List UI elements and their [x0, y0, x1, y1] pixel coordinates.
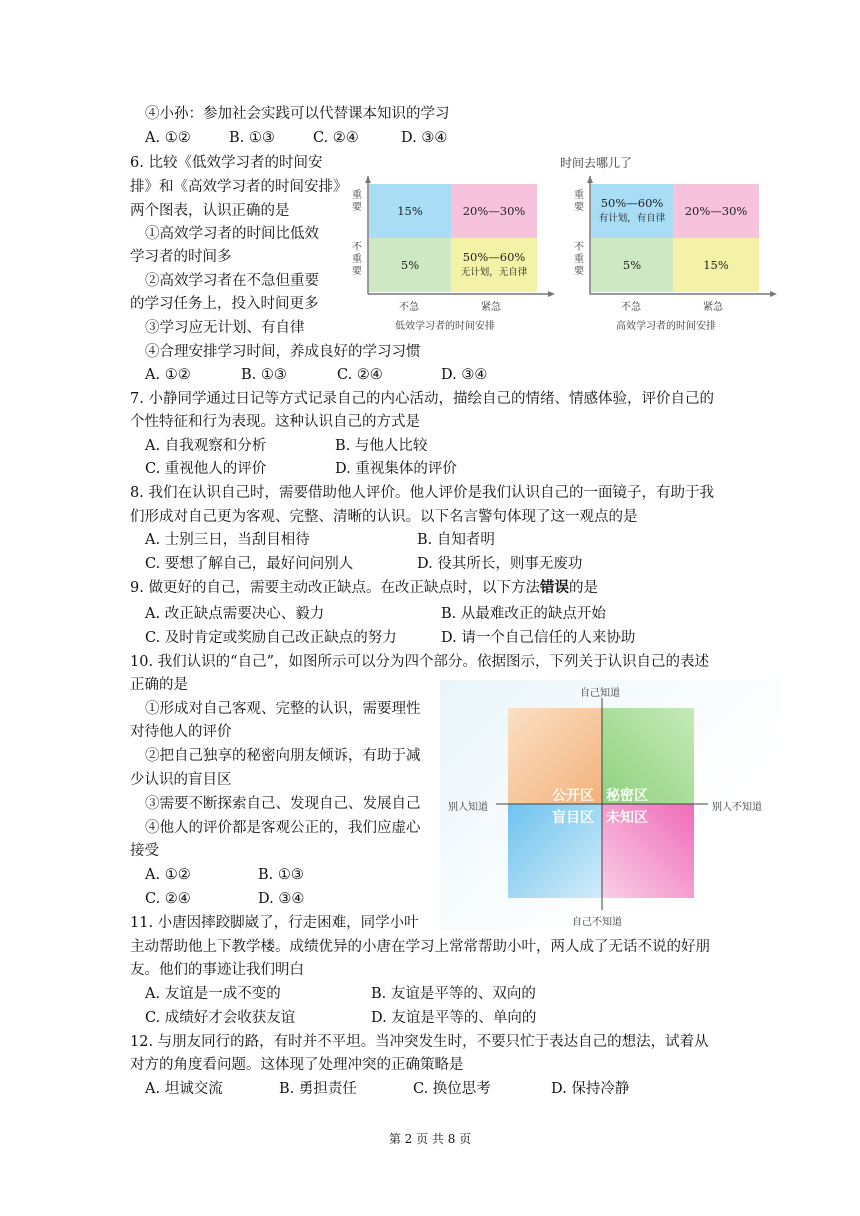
option-a[interactable]: A. 自我观察和分析 — [145, 438, 267, 454]
option-c[interactable]: C. 换位思考 — [413, 1081, 491, 1097]
johari-window-diagram — [440, 680, 780, 930]
option-d[interactable]: D. ③④ — [258, 891, 305, 907]
option-c[interactable]: C. 要想了解自己，最好问问别人 — [145, 556, 354, 572]
option-a[interactable]: A. 友谊是一成不变的 — [145, 986, 281, 1002]
q10-statement-2a: ②把自己独享的秘密向朋友倾诉，有助于减 — [145, 748, 421, 764]
q5-statement-4: ④小孙：参加社会实践可以代替课本知识的学习 — [145, 106, 450, 122]
axis-not-urgent-label: 不急 — [621, 302, 641, 313]
option-b[interactable]: B. 自知者明 — [417, 532, 495, 548]
option-b[interactable]: B. ①③ — [258, 867, 304, 883]
option-a[interactable]: A. 坦诚交流 — [145, 1081, 223, 1097]
q6-options — [145, 365, 487, 385]
high-chart-caption: 高效学习者的时间安排 — [616, 321, 716, 332]
self-not-know-label: 自己不知道 — [572, 917, 622, 928]
option-a[interactable]: A. 士别三日，当刮目相待 — [145, 532, 310, 548]
option-b[interactable]: B. 从最难改正的缺点开始 — [441, 606, 606, 622]
q11-options-row1 — [145, 984, 536, 1004]
q6-statement-3: ③学习应无计划、有自律 — [145, 320, 305, 336]
q9-stem — [130, 578, 598, 598]
option-d[interactable]: D. 保持冷静 — [551, 1081, 630, 1097]
q6-stem-1: 6. 比较《低效学习者的时间安 — [130, 155, 323, 171]
q7-options-row2 — [145, 459, 457, 479]
q6-stem-3: 两个图表，认识正确的是 — [130, 203, 290, 219]
option-b[interactable]: B. ①③ — [229, 130, 275, 146]
axis-not-important-label: 不重要 — [352, 242, 362, 277]
page-footer: 第 2 页 共 8 页 — [388, 1132, 472, 1146]
q10-statement-2b: 少认识的盲目区 — [130, 772, 232, 788]
high-efficiency-chart — [567, 176, 777, 326]
low-not-important-urgent-cell — [451, 238, 537, 292]
cell-value: 20%—30% — [684, 203, 748, 218]
cell-value: 20%—30% — [462, 203, 526, 218]
blind-area-label: 盲目区 — [552, 810, 594, 826]
q6-statement-2a: ②高效学习者在不急但重要 — [145, 273, 319, 289]
q9-stem-end: 的是 — [568, 580, 598, 596]
option-d[interactable]: D. 役其所长，则事无废功 — [417, 556, 583, 572]
q12-options — [145, 1079, 629, 1099]
axis-important-label: 重要 — [574, 190, 584, 213]
cell-note: 有计划，有自律 — [598, 213, 666, 224]
q11-options-row2 — [145, 1008, 536, 1028]
q10-statement-1b: 对待他人的评价 — [130, 724, 232, 740]
q6-statement-1b: 学习者的时间多 — [130, 249, 232, 265]
q10-stem-2: 正确的是 — [130, 677, 188, 693]
q10-statement-3: ③需要不断探索自己、发现自己、发展自己 — [145, 796, 421, 812]
option-d[interactable]: D. 重视集体的评价 — [335, 461, 457, 477]
option-c[interactable]: C. ②④ — [337, 367, 383, 383]
q10-statement-4b: 接受 — [130, 843, 159, 859]
q5-options — [145, 128, 447, 148]
q9-stem-text: 9. 做更好的自己，需要主动改正缺点。在改正缺点时，以下方法 — [130, 580, 540, 596]
q7-stem-1: 7. 小静同学通过日记等方式记录自己的内心活动，描绘自己的情绪、情感体验，评价自己的 — [130, 391, 714, 407]
q7-options-row1 — [145, 436, 427, 456]
q8-options-row2 — [145, 554, 582, 574]
q8-stem-1: 8. 我们在认识自己时，需要借助他人评价。他人评价是我们认识自己的一面镜子，有助于我 — [130, 485, 714, 501]
open-area-label: 公开区 — [552, 788, 594, 804]
cell-value: 15% — [703, 257, 729, 272]
q11-stem-2: 主动帮助他上下教学楼。成绩优异的小唐在学习上常常帮助小叶，两人成了无话不说的好朋 — [130, 939, 710, 955]
q6-statement-2b: 的学习任务上，投入时间更多 — [130, 296, 319, 312]
cell-value: 5% — [622, 257, 642, 272]
q9-options-row1 — [145, 604, 606, 624]
low-efficiency-chart — [345, 176, 555, 326]
low-important-urgent-cell — [451, 184, 537, 238]
option-a[interactable]: A. 改正缺点需要决心、毅力 — [145, 606, 325, 622]
low-chart-caption: 低效学习者的时间安排 — [395, 321, 495, 332]
high-not-important-not-urgent-cell — [591, 238, 673, 292]
q10-options-row2 — [145, 889, 304, 909]
secret-area-label: 秘密区 — [606, 788, 648, 804]
self-know-label: 自己知道 — [580, 688, 620, 699]
others-know-label: 别人知道 — [448, 802, 488, 813]
q11-stem-3: 友。他们的事迹让我们明白 — [130, 962, 304, 978]
option-a[interactable]: A. ①② — [145, 367, 191, 383]
option-d[interactable]: D. 请一个自己信任的人来协助 — [441, 630, 636, 646]
option-c[interactable]: C. ②④ — [145, 891, 191, 907]
option-a[interactable]: A. ①② — [145, 867, 191, 883]
q10-statement-4a: ④他人的评价都是客观公正的，我们应虚心 — [145, 820, 421, 836]
option-b[interactable]: B. 勇担责任 — [279, 1081, 357, 1097]
option-d[interactable]: D. ③④ — [401, 130, 448, 146]
others-not-know-label: 别人不知道 — [712, 802, 762, 813]
axis-urgent-label: 紧急 — [481, 302, 501, 313]
q10-stem-1: 10. 我们认识的“自己”，如图所示可以分为四个部分。依据图示，下列关于认识自己的表述 — [130, 654, 709, 670]
cell-value: 5% — [400, 257, 420, 272]
q6-stem-2: 排》和《高效学习者的时间安排》 — [130, 179, 348, 195]
high-not-important-urgent-cell — [673, 238, 759, 292]
low-important-not-urgent-cell — [369, 184, 451, 238]
axis-urgent-label: 紧急 — [703, 302, 723, 313]
q12-stem-2: 对方的角度看问题。这体现了处理冲突的正确策略是 — [130, 1057, 464, 1073]
axis-important-label: 重要 — [352, 190, 362, 213]
option-d[interactable]: D. 友谊是平等的、单向的 — [371, 1010, 537, 1026]
cell-value: 50%—60% — [462, 250, 526, 264]
unknown-area-label: 未知区 — [606, 810, 648, 826]
option-b[interactable]: B. 友谊是平等的、双向的 — [371, 986, 536, 1002]
axis-lines — [440, 680, 780, 930]
q8-stem-2: 们形成对自己更为客观、完整、清晰的认识。以下名言警句体现了这一观点的是 — [130, 509, 638, 525]
option-c[interactable]: C. ②④ — [313, 130, 359, 146]
q12-stem-1: 12. 与朋友同行的路，有时并不平坦。当冲突发生时，不要只忙于表达自己的想法，试着从 — [130, 1034, 709, 1050]
option-b[interactable]: B. 与他人比较 — [335, 438, 428, 454]
q9-options-row2 — [145, 628, 635, 648]
option-c[interactable]: C. 重视他人的评价 — [145, 461, 267, 477]
option-d[interactable]: D. ③④ — [441, 367, 488, 383]
q10-options-row1 — [145, 865, 304, 885]
q8-options-row1 — [145, 530, 495, 550]
chart-title: 时间去哪儿了 — [560, 156, 633, 170]
cell-value: 15% — [397, 203, 423, 218]
option-a[interactable]: A. ①② — [145, 130, 191, 146]
q11-stem-1: 11. 小唐因摔跤脚崴了，行走困难，同学小叶 — [130, 915, 419, 931]
axis-not-urgent-label: 不急 — [399, 302, 419, 313]
q7-stem-2: 个性特征和行为表现。这种认识自己的方式是 — [130, 414, 420, 430]
high-important-not-urgent-cell — [591, 184, 673, 238]
high-important-urgent-cell — [673, 184, 759, 238]
option-c[interactable]: C. 成绩好才会收获友谊 — [145, 1010, 296, 1026]
option-b[interactable]: B. ①③ — [241, 367, 287, 383]
q9-emphasis: 错误 — [539, 580, 569, 596]
q10-statement-1a: ①形成对自己客观、完整的认识，需要理性 — [145, 701, 421, 717]
axis-not-important-label: 不重要 — [574, 242, 584, 277]
q6-statement-4: ④合理安排学习时间，养成良好的学习习惯 — [145, 344, 421, 360]
q6-statement-1a: ①高效学习者的时间比低效 — [145, 226, 319, 242]
cell-note: 无计划，无自律 — [460, 267, 528, 278]
low-not-important-not-urgent-cell — [369, 238, 451, 292]
cell-value: 50%—60% — [600, 196, 664, 210]
option-c[interactable]: C. 及时肯定或奖励自己改正缺点的努力 — [145, 630, 397, 646]
